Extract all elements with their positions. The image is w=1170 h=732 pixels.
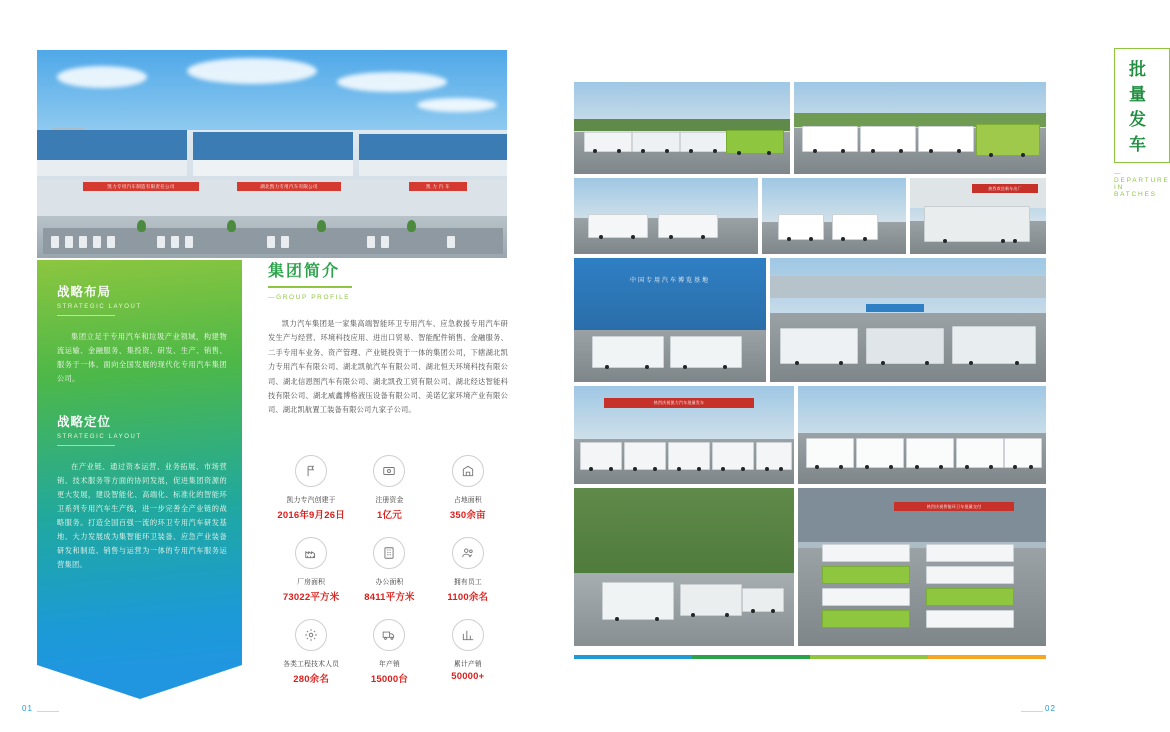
colorbar-segment xyxy=(692,655,810,659)
building-sign-mid: 湖北凯力专用汽车有限公司 xyxy=(237,182,341,191)
photo-banner: 热烈庆祝凯力汽车批量发车 xyxy=(604,398,754,408)
stat-value: 8411平方米 xyxy=(364,592,415,603)
stat-label: 凯力专汽创建于 xyxy=(286,497,336,504)
cloud xyxy=(337,72,447,92)
stat-item xyxy=(272,619,350,685)
factory-icon xyxy=(295,537,327,569)
photo-sweeper-on-road xyxy=(574,488,794,646)
photo-compactor-truck-banner xyxy=(910,178,1046,254)
stat-value: 50000+ xyxy=(451,671,485,682)
photo-fleet-lineup-road-right xyxy=(798,386,1046,484)
color-bar xyxy=(574,655,1046,659)
photo-aerial-truck-yard xyxy=(798,488,1046,646)
building-sign-right: 凯 力 汽 车 xyxy=(409,182,467,191)
stat-item xyxy=(272,537,350,603)
stat-label: 各类工程技术人员 xyxy=(283,661,340,668)
photo-small-trucks-yard xyxy=(574,178,758,254)
strategic-layout-subtitle: STRATEGIC LAYOUT xyxy=(57,304,142,310)
cloud xyxy=(57,66,147,88)
divider xyxy=(37,711,59,712)
photo-exhibition-hall xyxy=(574,258,766,382)
factory-buildings xyxy=(37,130,507,218)
stat-label: 累计产销 xyxy=(453,661,482,668)
office-icon xyxy=(373,537,405,569)
stat-item xyxy=(429,537,507,603)
divider xyxy=(268,286,352,288)
left-page-number: 01 xyxy=(22,704,33,713)
stat-item xyxy=(272,455,350,521)
strategic-layout-title: 战略布局 xyxy=(57,285,112,299)
strategy-panel xyxy=(37,260,242,665)
chart-icon xyxy=(452,619,484,651)
group-profile xyxy=(268,258,508,418)
divider xyxy=(1021,711,1043,712)
stat-label: 注册资金 xyxy=(375,497,404,504)
gear-icon xyxy=(295,619,327,651)
section-subtitle: —DEPARTURE IN BATCHES xyxy=(1114,170,1170,198)
stat-item xyxy=(350,455,428,521)
section-title-box xyxy=(1114,48,1170,163)
photo-banner: 热烈庆祝智能环卫车批量交付 xyxy=(894,502,1014,511)
colorbar-segment xyxy=(574,655,692,659)
stat-value: 1亿元 xyxy=(377,510,402,521)
profile-subtitle: —GROUP PROFILE xyxy=(268,294,351,301)
divider xyxy=(57,315,115,316)
hero-factory-photo xyxy=(37,50,507,258)
stat-value: 2016年9月26日 xyxy=(277,510,345,521)
stat-value: 15000台 xyxy=(370,674,409,685)
stat-value: 350余亩 xyxy=(449,510,486,521)
flag-icon xyxy=(295,455,327,487)
stat-value: 73022平方米 xyxy=(282,592,340,603)
stat-label: 拥有员工 xyxy=(453,579,482,586)
strategic-position-block xyxy=(57,412,227,572)
strategic-layout-body: 集团立足于专用汽车和垃圾产业领域，构建物流运输、金融服务、集投资、研发、生产、销售、服务于一体、面向全国发展的现代化专用汽车集团公司。 xyxy=(57,332,227,384)
photo-banner: 热烈欢送新车出厂 xyxy=(972,184,1038,193)
section-header xyxy=(1114,48,1170,198)
left-page xyxy=(0,0,540,732)
money-icon xyxy=(373,455,405,487)
truck-decal xyxy=(866,304,924,312)
stat-value: 1100余名 xyxy=(447,592,489,603)
right-page xyxy=(540,0,1170,732)
photo-loaded-carrier-trucks xyxy=(770,258,1046,382)
stat-item xyxy=(350,619,428,685)
strategic-position-subtitle: STRATEGIC LAYOUT xyxy=(57,434,142,440)
building-sign-left: 凯力专用汽车制造有限责任公司 xyxy=(83,182,199,191)
profile-body: 凯力汽车集团是一家集高端智能环卫专用汽车、应急救援专用汽车研发生产与经营、环境科技应用、进出口贸易、智能配件销售、金融服务、二手专用车业务、资产管理、产业链投资于一体的集团公司，下辖湖北凯力专用汽车有限公司、湖北凯航汽车有限公司、湖北恒天环境科技有限公司、湖北信恩图汽车有限公司、湖北凯孜工贸有限公司、湖北经达智能科技有限公司、湖北威鑫博格液压设备有限公司、美诺亿家环境产业有限公司、湖北凯航置工装备有限公司九家子公司。 xyxy=(268,319,508,415)
stat-item xyxy=(429,619,507,685)
strategic-position-title: 战略定位 xyxy=(57,415,112,429)
hall-sign: 中国专用汽车博览基地 xyxy=(629,278,711,285)
stat-item xyxy=(429,455,507,521)
cloud xyxy=(187,58,317,84)
profile-title: 集团简介 xyxy=(268,263,341,280)
section-title: 批量发车 xyxy=(1129,60,1149,154)
cloud xyxy=(417,98,497,112)
stat-item xyxy=(350,537,428,603)
people-icon xyxy=(452,537,484,569)
right-page-number: 02 xyxy=(1045,704,1056,713)
photo-mini-trucks-pair xyxy=(762,178,906,254)
strategic-layout-block xyxy=(57,282,227,386)
stat-label: 年产销 xyxy=(378,661,400,668)
land-icon xyxy=(452,455,484,487)
photo-sweeper-fleet-green xyxy=(794,82,1046,174)
exhibition-building xyxy=(574,258,766,330)
strategic-position-body: 在产业链、通过资本运营、业务拓展、市场营销、技术服务等方面的协同发展，促进集团资源的更大发展，建设智能化、高端化、标准化的智能环卫系列专用汽车生产线，进一步完善全产业链的战略服务。打造全国百强一流的环卫专用汽车研发基地、大力发展成为集智能环卫装备、应急产业装备研发和制造、销售与运营为一体的专用汽车服务运营集团。 xyxy=(57,462,227,570)
stat-label: 占地面积 xyxy=(453,497,482,504)
photo-sweeper-trucks-row xyxy=(574,82,790,174)
colorbar-segment xyxy=(928,655,1046,659)
stat-label: 办公面积 xyxy=(375,579,404,586)
colorbar-segment xyxy=(810,655,928,659)
stat-label: 厂房面积 xyxy=(297,579,326,586)
photo-fleet-lineup-road xyxy=(574,386,794,484)
divider xyxy=(57,445,115,446)
truck-icon xyxy=(373,619,405,651)
company-stats xyxy=(272,455,507,685)
stat-value: 280余名 xyxy=(293,674,330,685)
